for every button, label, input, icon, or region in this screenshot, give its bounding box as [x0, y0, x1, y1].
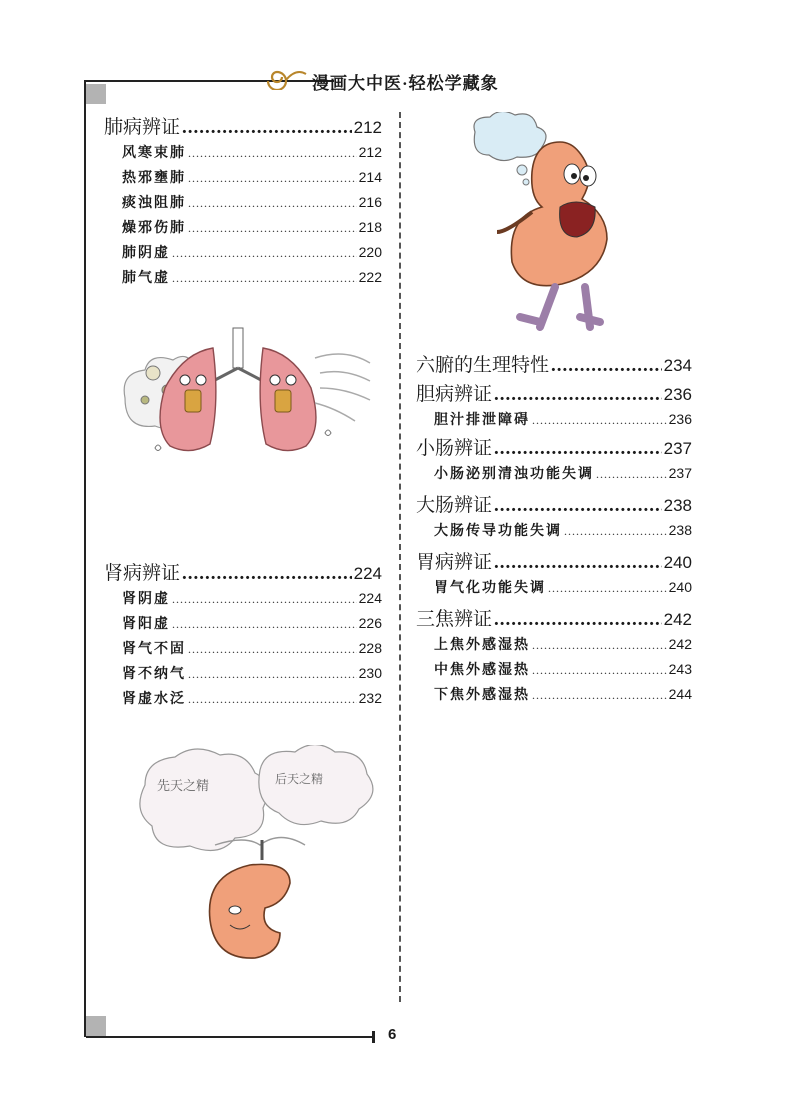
toc-page-number: 226 — [358, 615, 382, 631]
toc-section-small-intestine[interactable] — [416, 433, 692, 460]
toc-page-number: 238 — [663, 496, 692, 515]
leader-dots — [532, 688, 667, 703]
header-title: 漫画大中医·轻松学藏象 — [312, 74, 499, 93]
toc-page-number: 212 — [358, 144, 382, 160]
toc-page-number: 220 — [358, 244, 382, 260]
toc-item-title: 上焦外感湿热 — [434, 637, 530, 653]
toc-item[interactable] — [434, 463, 692, 483]
leader-dots — [182, 117, 352, 139]
toc-page-number: 236 — [668, 411, 692, 427]
toc-page-number: 242 — [668, 636, 692, 652]
toc-page-number: 230 — [358, 665, 382, 681]
column-divider — [399, 112, 401, 1002]
page-number: 6 — [388, 1026, 397, 1043]
toc-page-number: 214 — [358, 169, 382, 185]
leader-dots — [494, 384, 662, 406]
toc-section-triple-burner[interactable] — [416, 604, 692, 631]
toc-item[interactable] — [122, 267, 382, 287]
right-cloud-text: 后天之精 — [275, 772, 324, 786]
toc-item[interactable] — [122, 613, 382, 633]
toc-section-title: 小肠辨证 — [416, 438, 493, 459]
toc-section-gallbladder[interactable] — [416, 379, 692, 406]
toc-section-title: 三焦辨证 — [416, 609, 493, 630]
toc-item[interactable] — [434, 659, 692, 679]
toc-item[interactable] — [434, 577, 692, 597]
leader-dots — [532, 413, 667, 428]
leader-dots — [182, 563, 352, 585]
left-cloud-text: 先天之精 — [157, 779, 210, 794]
leader-dots — [188, 692, 357, 707]
toc-item[interactable] — [122, 142, 382, 162]
leader-dots — [188, 146, 357, 161]
toc-item-title: 中焦外感湿热 — [434, 662, 530, 678]
toc-page-number: 238 — [668, 522, 692, 538]
toc-page-number: 222 — [358, 269, 382, 285]
toc-page-number: 237 — [668, 465, 692, 481]
toc-item[interactable] — [434, 409, 692, 429]
toc-section-title: 六腑的生理特性 — [416, 355, 550, 376]
leader-dots — [494, 552, 662, 574]
footer-tick — [372, 1031, 375, 1043]
leader-dots — [532, 638, 667, 653]
toc-item-title: 肾阳虚 — [122, 616, 170, 632]
toc-item[interactable] — [122, 217, 382, 237]
toc-item-title: 肾气不固 — [122, 641, 186, 657]
toc-item-title: 燥邪伤肺 — [122, 220, 186, 236]
toc-item-title: 肾虚水泛 — [122, 691, 186, 707]
toc-item[interactable] — [122, 688, 382, 708]
toc-page-number: 224 — [353, 564, 382, 583]
leader-dots — [172, 617, 357, 632]
toc-item-title: 热邪壅肺 — [122, 170, 186, 186]
toc-item[interactable] — [122, 167, 382, 187]
corner-square-bottom — [86, 1016, 106, 1036]
toc-page-number: 240 — [663, 553, 692, 572]
leader-dots — [532, 663, 667, 678]
toc-page-number: 240 — [668, 579, 692, 595]
toc-item-title: 肺阴虚 — [122, 245, 170, 261]
kidney-illustration — [135, 745, 385, 965]
toc-section-lung[interactable] — [104, 112, 382, 139]
leader-dots — [494, 609, 662, 631]
toc-section-kidney[interactable] — [104, 558, 382, 585]
toc-page-number: 232 — [358, 690, 382, 706]
toc-item[interactable] — [122, 638, 382, 658]
leader-dots — [596, 467, 667, 482]
toc-page-number: 216 — [358, 194, 382, 210]
toc-item-title: 痰浊阻肺 — [122, 195, 186, 211]
toc-page-number: 224 — [358, 590, 382, 606]
leader-dots — [548, 581, 667, 596]
toc-item[interactable] — [122, 192, 382, 212]
toc-section-six-fu[interactable] — [416, 350, 692, 377]
toc-item-title: 下焦外感湿热 — [434, 687, 530, 703]
leader-dots — [494, 438, 662, 460]
leader-dots — [551, 355, 662, 377]
toc-item[interactable] — [122, 663, 382, 683]
toc-item-title: 胆汁排泄障碍 — [434, 412, 530, 428]
toc-item[interactable] — [434, 684, 692, 704]
toc-item-title: 肾不纳气 — [122, 666, 186, 682]
toc-page-number: 242 — [663, 610, 692, 629]
toc-section-title: 肺病辨证 — [104, 117, 181, 138]
toc-item[interactable] — [434, 520, 692, 540]
toc-page-number: 218 — [358, 219, 382, 235]
toc-page-number: 243 — [668, 661, 692, 677]
leader-dots — [172, 271, 357, 286]
toc-section-title: 大肠辨证 — [416, 495, 493, 516]
toc-item[interactable] — [122, 588, 382, 608]
leader-dots — [188, 171, 357, 186]
worried-organ-illustration — [460, 112, 660, 332]
leader-dots — [188, 667, 357, 682]
leader-dots — [494, 495, 662, 517]
toc-page-number: 237 — [663, 439, 692, 458]
toc-page-number: 244 — [668, 686, 692, 702]
toc-section-title: 胃病辨证 — [416, 552, 493, 573]
toc-page-number: 212 — [353, 118, 382, 137]
leader-dots — [188, 221, 357, 236]
toc-item-title: 大肠传导功能失调 — [434, 523, 562, 539]
footer-rule — [86, 1036, 374, 1038]
swirl-ornament-icon — [256, 64, 308, 90]
lungs-illustration — [115, 318, 375, 478]
toc-item-title: 风寒束肺 — [122, 145, 186, 161]
leader-dots — [564, 524, 667, 539]
toc-section-title: 胆病辨证 — [416, 384, 493, 405]
leader-dots — [172, 592, 357, 607]
toc-section-large-intestine[interactable] — [416, 490, 692, 517]
toc-section-title: 肾病辨证 — [104, 563, 181, 584]
leader-dots — [172, 246, 357, 261]
toc-item-title: 肺气虚 — [122, 270, 170, 286]
leader-dots — [188, 196, 357, 211]
toc-item-title: 肾阴虚 — [122, 591, 170, 607]
toc-item-title: 胃气化功能失调 — [434, 580, 546, 596]
left-frame-rule — [84, 82, 86, 1037]
toc-section-stomach[interactable] — [416, 547, 692, 574]
leader-dots — [188, 642, 357, 657]
toc-item[interactable] — [434, 634, 692, 654]
toc-item[interactable] — [122, 242, 382, 262]
corner-square-top — [86, 84, 106, 104]
toc-page-number: 236 — [663, 385, 692, 404]
toc-item-title: 小肠泌别清浊功能失调 — [434, 466, 594, 482]
toc-page-number: 228 — [358, 640, 382, 656]
toc-page-number: 234 — [663, 356, 692, 375]
